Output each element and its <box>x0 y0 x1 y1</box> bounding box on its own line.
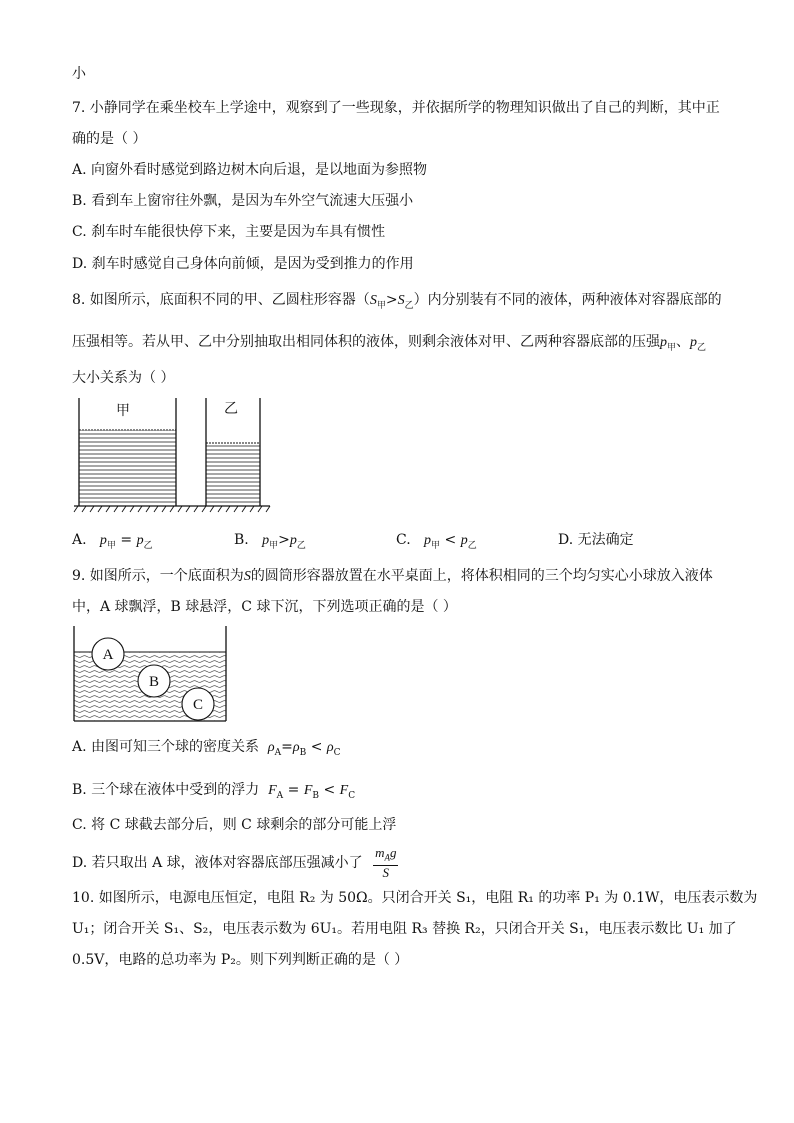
q9-stem-line1: 9. 如图所示，一个底面积为S的圆筒形容器放置在水平桌面上，将体积相同的三个均匀实心小球放入液体 <box>72 568 713 584</box>
q8-option-a: A. $p_甲 = p_乙$ <box>72 532 153 551</box>
q9-option-d: D. 若只取出 A 球，液体对容器底部压强减小了 $\frac{m_Ag}{S}$ <box>72 845 397 880</box>
q8-stem-line2: 压强相等。若从甲、乙中分别抽取出相同体积的液体，则剩余液体对甲、乙两种容器底部的压强$p_甲$、$p_乙$ <box>72 334 707 353</box>
q7-option-c: C. 刹车时车能很快停下来，主要是因为车具有惯性 <box>72 224 386 240</box>
q8-containers-figure <box>72 396 272 514</box>
label-jia: 甲 <box>116 403 130 419</box>
ball-b-label: B <box>148 674 160 690</box>
q9-option-b: B. 三个球在液体中受到的浮力 $F_A = F_B < F_C$ <box>72 782 356 801</box>
q7-stem-line2: 确的是（ ） <box>72 131 147 147</box>
q7-option-a: A. 向窗外看时感觉到路边树木向后退，是以地面为参照物 <box>72 162 428 178</box>
q8-stem-line3: 大小关系为（ ） <box>72 370 175 386</box>
q8-option-b: B. $p_甲>p_乙$ <box>234 532 306 551</box>
q7-option-d: D. 刹车时感觉自己身体向前倾，是因为受到推力的作用 <box>72 256 414 272</box>
label-yi: 乙 <box>224 401 238 417</box>
q7-stem-line1: 7. 小静同学在乘坐校车上学途中，观察到了一些现象，并依据所学的物理知识做出了自己的判断，其中正 <box>72 100 720 116</box>
q8-stem-line1: 8. 如图所示，底面积不同的甲、乙圆柱形容器$(S_甲>S_乙)$内分别装有不同的液体，两种液体对容器底部的 <box>72 292 722 311</box>
q9-option-c: C. 将 C 球截去部分后，则 C 球剩余的部分可能上浮 <box>72 817 397 833</box>
q9-option-a: A. 由图可知三个球的密度关系 $\rho_A=\rho_B < \rho_C$ <box>72 739 341 758</box>
q10-stem-line1: 10. 如图所示，电源电压恒定，电阻 R₂ 为 50Ω。只闭合开关 S₁，电阻 R₁ 的功率 P₁ 为 0.1W，电压表示数为 <box>72 890 758 906</box>
q10-stem-line2: U₁；闭合开关 S₁、S₂，电压表示数为 6U₁。若用电阻 R₃ 替换 R₂，只闭合开关 S₁，电压表示数比 U₁ 加了 <box>72 921 737 937</box>
q9-balls-figure <box>72 624 232 724</box>
ball-a-label: A <box>102 647 114 663</box>
q8-option-c: C. $p_甲 < p_乙$ <box>396 532 477 551</box>
q9-stem-line2: 中，A 球飘浮，B 球悬浮，C 球下沉，下列选项正确的是（ ） <box>72 599 457 615</box>
q10-stem-line3: 0.5V，电路的总功率为 P₂。则下列判断正确的是（ ） <box>72 952 409 968</box>
fraction-mag-over-s: $\frac{m_Ag}{S}$ <box>375 845 397 880</box>
text-fragment: 小 <box>72 66 86 82</box>
q8-option-d: D. 无法确定 <box>558 532 634 548</box>
ball-c-label: C <box>192 697 204 713</box>
q7-option-b: B. 看到车上窗帘往外飘，是因为车外空气流速大压强小 <box>72 193 414 209</box>
